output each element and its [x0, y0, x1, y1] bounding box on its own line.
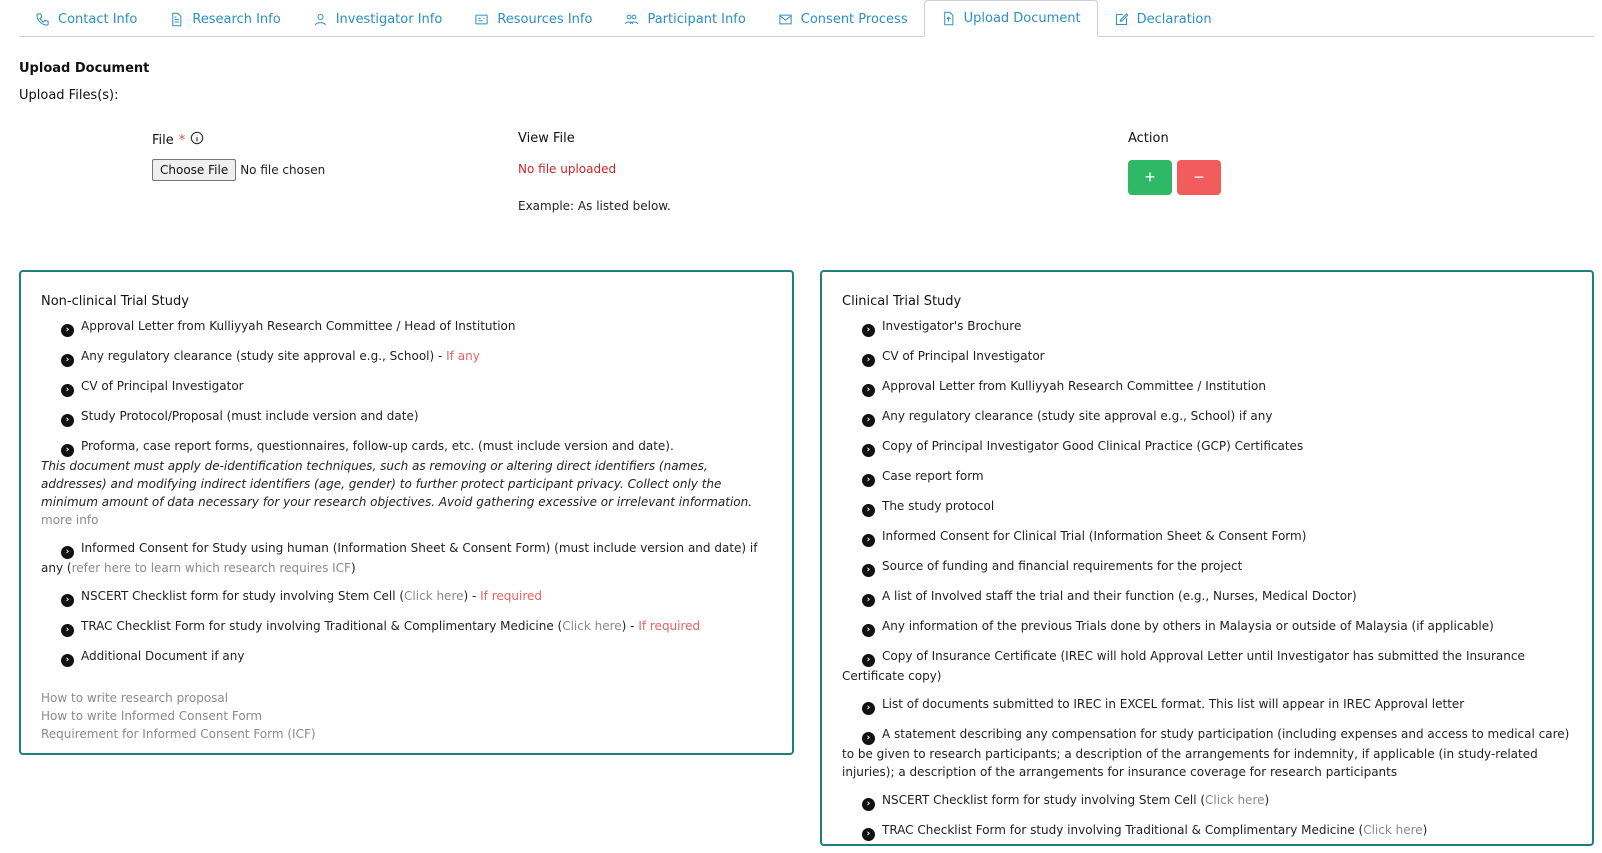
- file-label: File: [152, 132, 174, 148]
- arrow-circle-icon: ›: [61, 546, 74, 559]
- list-item: › Study Protocol/Proposal (must include version and date): [61, 407, 772, 427]
- id-card-icon: [474, 12, 489, 27]
- list-item: › TRAC Checklist Form for study involving Traditional & Complimentary Medicine (Click here): [862, 821, 1572, 841]
- list-item: › Informed Consent for Clinical Trial (Information Sheet & Consent Form): [862, 527, 1572, 547]
- icf-link[interactable]: refer here to learn which research requires ICF: [71, 561, 351, 575]
- arrow-circle-icon: ›: [862, 354, 875, 367]
- phone-icon: [35, 12, 50, 27]
- info-icon[interactable]: [190, 131, 204, 149]
- list-item: › Approval Letter from Kulliyyah Research Committee / Institution: [862, 377, 1572, 397]
- tab-contact-info[interactable]: [19, 1, 153, 37]
- required-mark: *: [178, 132, 186, 148]
- arrow-circle-icon: ›: [61, 354, 74, 367]
- arrow-circle-icon: ›: [862, 624, 875, 637]
- tab-declaration[interactable]: [1098, 1, 1228, 37]
- arrow-circle-icon: ›: [862, 702, 875, 715]
- tab-bar: [19, 0, 1594, 37]
- list-item: › List of documents submitted to IREC in EXCEL format. This list will appear in IREC Approval letter: [862, 695, 1572, 715]
- action-column-header: Action: [1128, 131, 1169, 146]
- list-item: › Source of funding and financial requirements for the project: [862, 557, 1572, 577]
- tab-investigator-info[interactable]: [297, 1, 459, 37]
- list-item: › Any regulatory clearance (study site approval e.g., School) if any: [862, 407, 1572, 427]
- tab-resources-info[interactable]: [458, 1, 608, 37]
- box-title: Non-clinical Trial Study: [41, 294, 189, 309]
- arrow-circle-icon: ›: [862, 444, 875, 457]
- arrow-circle-icon: ›: [61, 654, 74, 667]
- tab-participant-info[interactable]: [608, 1, 761, 37]
- arrow-circle-icon: ›: [862, 534, 875, 547]
- document-list: [41, 317, 772, 667]
- consent-guide-link[interactable]: How to write Informed Consent Form: [41, 709, 263, 723]
- file-input[interactable]: [152, 159, 325, 181]
- trac-link[interactable]: Click here: [1363, 823, 1423, 837]
- trac-link[interactable]: Click here: [562, 619, 622, 633]
- help-links: [41, 689, 772, 743]
- document-icon: [169, 12, 184, 27]
- arrow-circle-icon: ›: [862, 798, 875, 811]
- view-file-column-header: View File: [518, 131, 575, 146]
- list-item: › CV of Principal Investigator: [61, 377, 772, 397]
- more-info-link[interactable]: more info: [41, 513, 99, 527]
- arrow-circle-icon: ›: [61, 414, 74, 427]
- arrow-circle-icon: ›: [61, 444, 74, 457]
- tab-label: Research Info: [192, 11, 281, 27]
- tab-upload-document[interactable]: [924, 0, 1098, 37]
- arrow-circle-icon: ›: [862, 324, 875, 337]
- tab-label: Resources Info: [497, 11, 593, 27]
- nscert-link[interactable]: Click here: [1205, 793, 1265, 807]
- add-row-button[interactable]: +: [1128, 160, 1172, 195]
- list-item: › Copy of Principal Investigator Good Clinical Practice (GCP) Certificates: [862, 437, 1572, 457]
- list-item: › NSCERT Checklist form for study involving Stem Cell (Click here) - If required: [61, 587, 772, 607]
- list-item: › Copy of Insurance Certificate (IREC will hold Approval Letter until Investigator has submitted the Insurance Certificate copy): [842, 649, 1525, 683]
- list-item: › CV of Principal Investigator: [862, 347, 1572, 367]
- list-item: › TRAC Checklist Form for study involving Traditional & Complimentary Medicine (Click here) - If required: [61, 617, 772, 637]
- list-item: › Informed Consent for Study using human (Information Sheet & Consent Form) (must include version and date) if any (refer here to learn which research requires ICF): [41, 541, 758, 575]
- mail-icon: [778, 12, 793, 27]
- example-note: Example: As listed below.: [518, 199, 671, 213]
- section-title: Upload Document: [19, 61, 150, 76]
- section-subtitle: Upload Files(s):: [19, 88, 119, 103]
- arrow-circle-icon: ›: [61, 624, 74, 637]
- list-item: › Additional Document if any: [61, 647, 772, 667]
- tab-consent-process[interactable]: [762, 1, 924, 37]
- document-list: [842, 317, 1572, 841]
- list-item: › A statement describing any compensation for study participation (including expenses and access to medical care) to be given to research participants; a description of the arrangements for indemnity, if applicable (in study-related injuries); a description of the arrangements for insurance coverage for research participants: [842, 727, 1570, 779]
- arrow-circle-icon: ›: [862, 828, 875, 841]
- file-status: No file chosen: [240, 163, 326, 177]
- tab-label: Contact Info: [58, 11, 138, 27]
- tab-research-info[interactable]: [153, 1, 296, 37]
- tab-label: Investigator Info: [335, 11, 443, 27]
- tab-label: Declaration: [1136, 11, 1212, 27]
- nscert-link[interactable]: Click here: [404, 589, 464, 603]
- non-clinical-box: [19, 270, 794, 755]
- view-file-status: No file uploaded: [518, 162, 617, 176]
- arrow-circle-icon: ›: [862, 732, 875, 745]
- arrow-circle-icon: ›: [862, 594, 875, 607]
- list-item: › The study protocol: [862, 497, 1572, 517]
- list-item: › Proforma, case report forms, questionnaires, follow-up cards, etc. (must include version and date). This document must apply de-identification techniques, such as removing or altering direct identifiers (names, addresses) and modifying indirect identifiers (age, gender) to further protect participant privacy. Collect only the minimum amount of data necessary for your research objectives. Avoid gathering excessive or irrelevant information. more info: [41, 439, 753, 527]
- list-item: › Any regulatory clearance (study site approval e.g., School) - If any: [61, 347, 772, 367]
- proposal-guide-link[interactable]: How to write research proposal: [41, 691, 229, 705]
- users-icon: [624, 12, 639, 27]
- choose-file-button[interactable]: Choose File: [152, 159, 236, 181]
- list-item: › Investigator's Brochure: [862, 317, 1572, 337]
- arrow-circle-icon: ›: [862, 504, 875, 517]
- arrow-circle-icon: ›: [862, 474, 875, 487]
- arrow-circle-icon: ›: [862, 384, 875, 397]
- box-title: Clinical Trial Study: [842, 294, 962, 309]
- deidentification-note: This document must apply de-identification techniques, such as removing or altering direct identifiers (names, addresses) and modifying indirect identifiers (age, gender) to further protect participant privacy. Collect only the minimum amount of data necessary for your research objectives. Avoid gathering excessive or irrelevant information.: [41, 459, 753, 509]
- arrow-circle-icon: ›: [862, 414, 875, 427]
- clinical-box: [820, 270, 1594, 846]
- arrow-circle-icon: ›: [862, 654, 875, 667]
- list-item: › Case report form: [862, 467, 1572, 487]
- user-icon: [313, 12, 328, 27]
- arrow-circle-icon: ›: [862, 564, 875, 577]
- list-item: › Approval Letter from Kulliyyah Research Committee / Head of Institution: [61, 317, 772, 337]
- arrow-circle-icon: ›: [61, 324, 74, 337]
- file-column-header: [152, 131, 204, 149]
- tab-label: Consent Process: [800, 11, 908, 27]
- list-item: › NSCERT Checklist form for study involving Stem Cell (Click here): [862, 791, 1572, 811]
- tab-label: Upload Document: [963, 11, 1081, 26]
- arrow-circle-icon: ›: [61, 594, 74, 607]
- list-item: › A list of Involved staff the trial and their function (e.g., Nurses, Medical Doctor): [862, 587, 1572, 607]
- icf-requirement-link[interactable]: Requirement for Informed Consent Form (ICF): [41, 727, 316, 741]
- remove-row-button[interactable]: −: [1177, 160, 1221, 195]
- edit-icon: [1114, 12, 1129, 27]
- tab-label: Participant Info: [647, 11, 746, 27]
- file-upload-icon: [941, 11, 956, 26]
- arrow-circle-icon: ›: [61, 384, 74, 397]
- list-item: › Any information of the previous Trials done by others in Malaysia or outside of Malaysia (if applicable): [862, 617, 1572, 637]
